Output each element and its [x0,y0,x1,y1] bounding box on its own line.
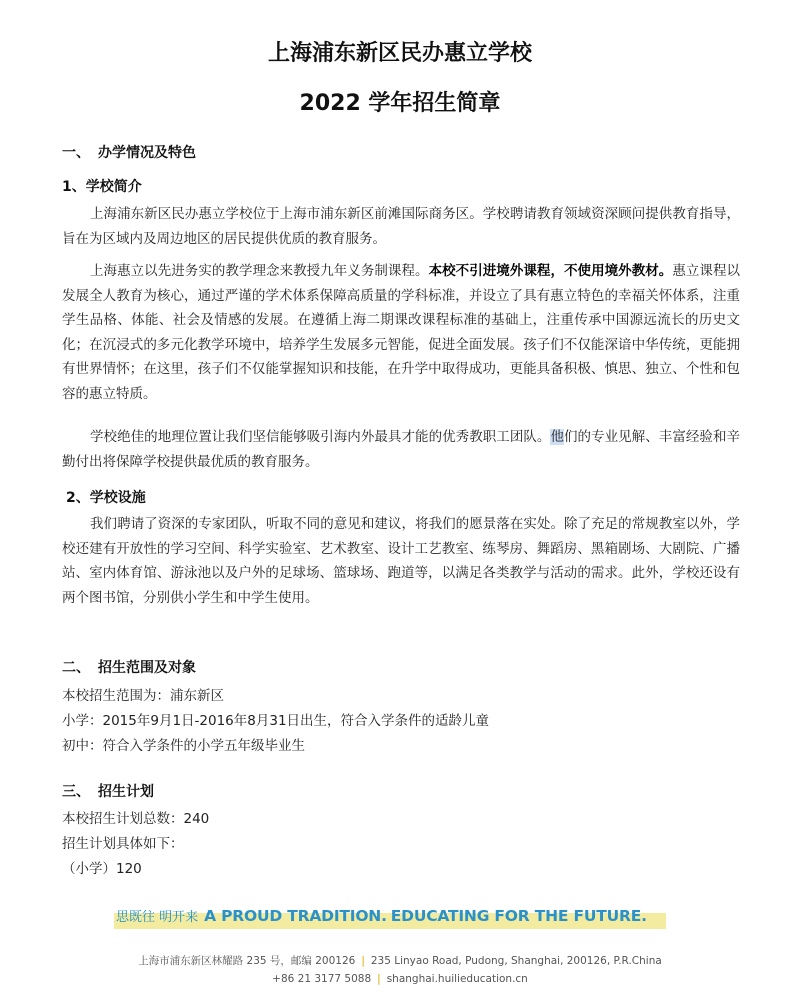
total-enrollment-line: 本校招生计划总数：240 [62,811,210,827]
admission-brochure-title: 2022 学年招生简章 [299,91,501,116]
slogan-chinese: 思既往 明开来 [116,910,199,925]
subsection-school-intro-heading: 1、学校简介 [62,179,142,195]
facilities-paragraph: 我们聘请了资深的专家团队，听取不同的意见和建议，将我们的愿景落在实处。除了充足的常规教室以外，学校还建有开放性的学习空间、科学实验室、艺术教室、设计工艺教室、练琴房、舞蹈房、黑箱剧场、大剧院、广播站、室内体育馆、游泳池以及户外的足球场、篮球场、跑道等，以满足各类教学与活动的需求。此外，学校还设有两个图书馆，分别供小学生和中学生使用。 [62,516,740,606]
paragraph-2-lead: 上海惠立以先进务实的教学理念来教授九年义务制课程。 [90,263,429,279]
plan-details-line: 招生计划具体如下： [62,836,184,852]
school-slogan-banner [114,903,666,929]
school-intro-paragraph-1: 上海浦东新区民办惠立学校位于上海市浦东新区前滩国际商务区。学校聘请教育领域资深顾问提供教育指导，旨在为区域内及周边地区的居民提供优质的教育服务。 [62,206,740,247]
footer-website[interactable]: shanghai.huilieducation.cn [386,973,528,985]
slogan-english-part-1: A PROUD TRADITION. [204,907,387,925]
admission-area-line: 本校招生范围为：浦东新区 [62,688,224,704]
school-intro-paragraph-3 [62,425,740,474]
paragraph-2-bold-statement: 本校不引进境外课程，不使用境外教材。 [428,263,673,279]
footer-separator: | [377,973,381,985]
section-2-heading [62,657,196,677]
footer-phone: +86 21 3177 5088 [272,973,372,985]
footer-address [0,953,800,968]
school-name-title: 上海浦东新区民办惠立学校 [267,41,532,66]
section-1-heading [62,142,196,162]
paragraph-3-lead: 学校绝佳的地理位置让我们坚信能够吸引海内外最具才能的优秀教职工团队。 [90,429,551,445]
footer-contact [0,973,800,985]
section-2-number: 二、 [62,660,90,676]
slogan-english-part-2: EDUCATING FOR THE FUTURE. [390,907,647,925]
middle-school-eligibility-line: 初中：符合入学条件的小学五年级毕业生 [62,738,305,754]
selected-text-highlight[interactable]: 他 [550,429,564,445]
primary-eligibility-line: 小学：2015年9月1日-2016年8月31日出生，符合入学条件的适龄儿童 [62,713,490,729]
primary-quota-line: （小学）120 [62,861,142,877]
school-intro-paragraph-2 [62,259,740,406]
footer-address-en: 235 Linyao Road, Pudong, Shanghai, 200126, P.R.China [370,955,662,967]
section-3-title: 招生计划 [98,784,154,800]
section-2-title: 招生范围及对象 [98,660,196,676]
footer-address-cn: 上海市浦东新区林耀路 235 号，邮编 200126 [138,955,356,967]
section-1-title: 办学情况及特色 [98,145,196,161]
section-3-number: 三、 [62,784,90,800]
footer-separator: | [361,955,365,967]
section-1-number: 一、 [62,145,90,161]
paragraph-3-body: 们的专业见解、丰富经验和辛勤付出将保障学校提供最优质的教育服务。 [62,429,741,470]
section-3-heading [62,781,154,801]
subsection-facilities-heading: 2、学校设施 [66,490,146,506]
paragraph-2-body: 惠立课程以发展全人教育为核心，通过严谨的学术体系保障高质量的学科标准，并设立了具有惠立特色的幸福关怀体系，注重学生品格、体能、社会及情感的发展。在遵循上海二期课改课程标准的基础上，注重传承中国源远流长的历史文化；在沉浸式的多元化教学环境中，培养学生发展多元智能，促进全面发展。孩子们不仅能深谙中华传统，更能拥有世界情怀；在这里，孩子们不仅能掌握知识和技能，在升学中取得成功，更能具备积极、慎思、独立、个性和包容的惠立特质。 [62,263,741,402]
